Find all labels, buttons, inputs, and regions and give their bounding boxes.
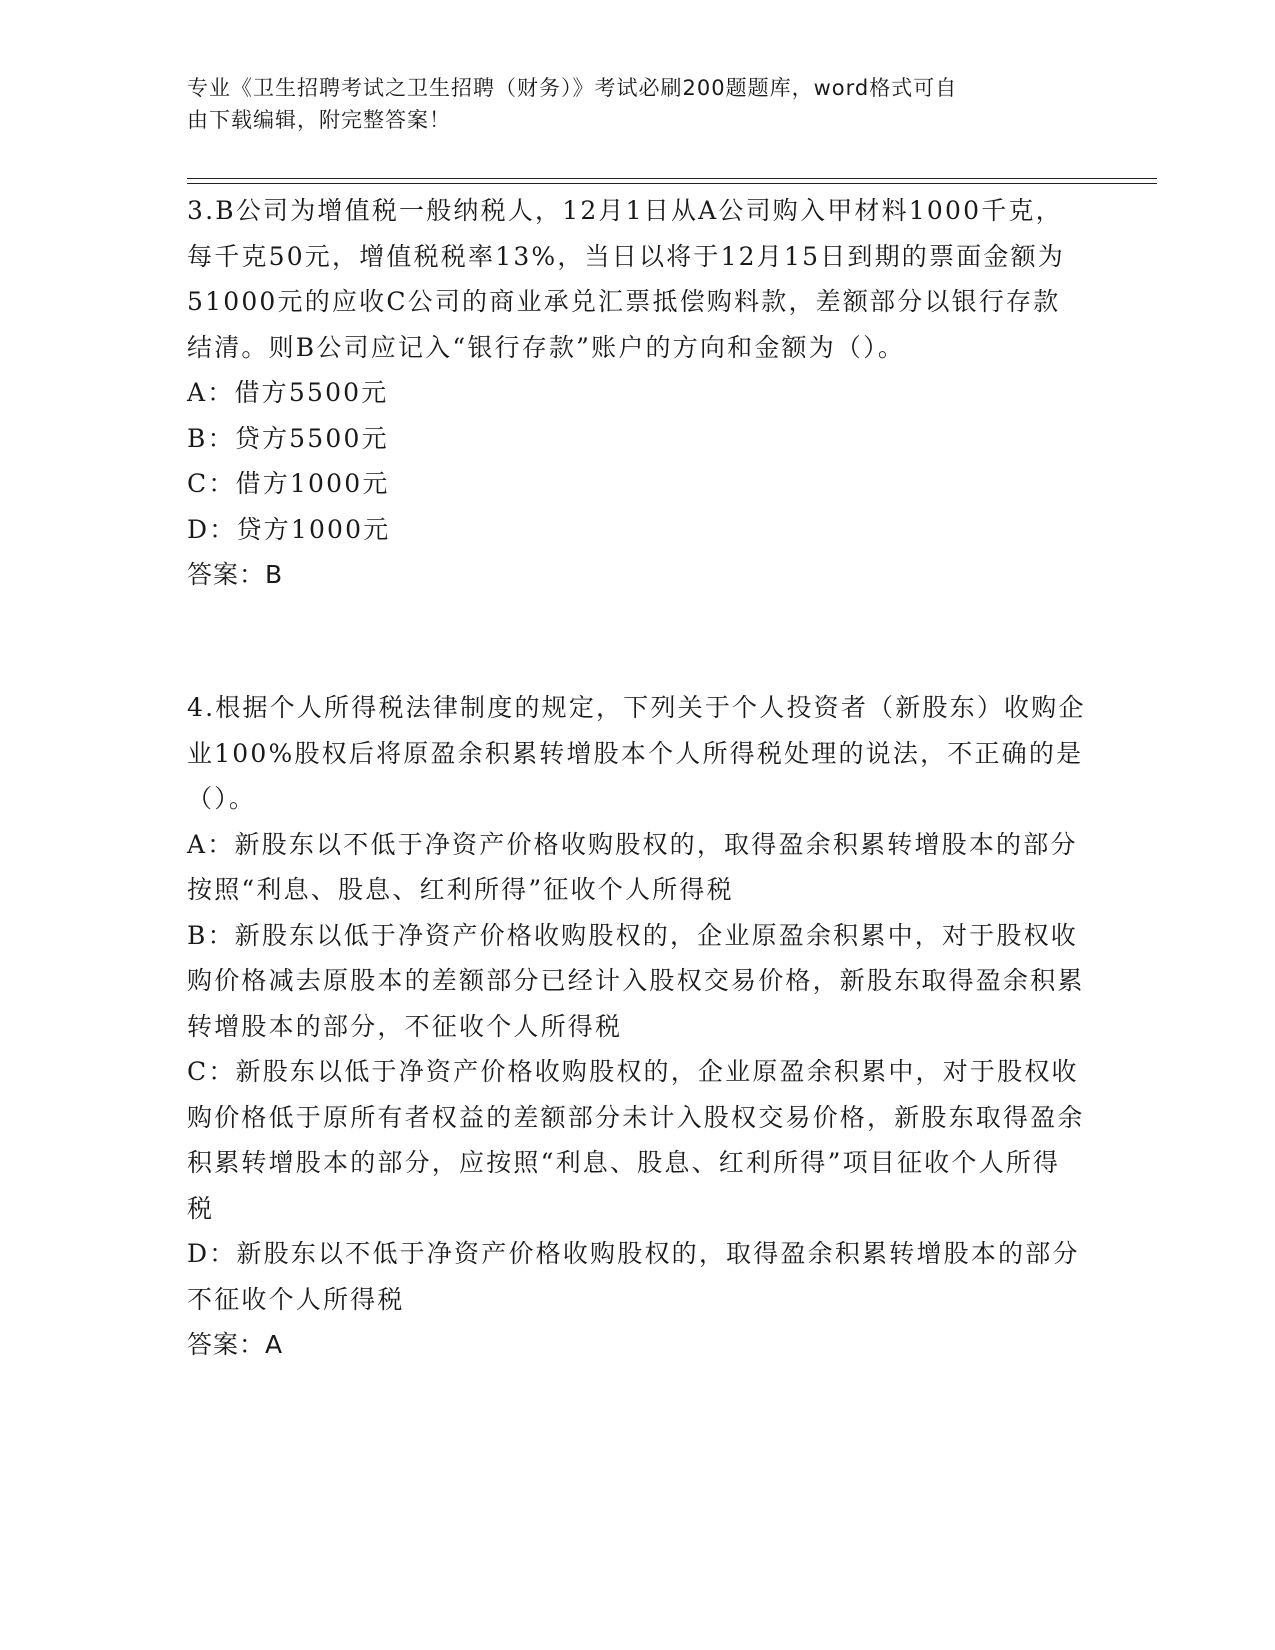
- answer: 答案：A: [187, 1330, 284, 1359]
- header-divider-top: [187, 178, 1157, 179]
- question-stem: 4.根据个人所得税法律制度的规定，下列关于个人投资者（新股东）收购企业100%股权后将原盈余积累转增股本个人所得税处理的说法，不正确的是（）。: [187, 693, 1086, 813]
- option-a: A：借方5500元: [187, 378, 389, 407]
- header-line-2: 由下载编辑，附完整答案！: [187, 108, 451, 132]
- option-d: D：贷方1000元: [187, 514, 391, 544]
- header-line-1: 专业《卫生招聘考试之卫生招聘（财务）》考试必刷200题题库，word格式可自: [187, 76, 958, 100]
- question-stem: 3.B公司为增值税一般纳税人，12月1日从A公司购入甲材料1000千克，每千克50元，增值税税率13%，当日以将于12月15日到期的票面金额为51000元的应收C公司的商业承兑汇票抵偿购料款，差额部分以银行存款结清。则B公司应记入“银行存款”账户的方向和金额为（）。: [187, 196, 1066, 362]
- document-header: [187, 72, 1067, 136]
- option-c: C：新股东以低于净资产价格收购股权的，企业原盈余积累中，对于股权收购价格低于原所有者权益的差额部分未计入股权交易价格，新股东取得盈余积累转增股本的部分，应按照“利息、股息、红利所得”项目征收个人所得税: [187, 1057, 1085, 1223]
- option-d: D：新股东以不低于净资产价格收购股权的，取得盈余积累转增股本的部分不征收个人所得税: [187, 1239, 1080, 1314]
- option-b: B：贷方5500元: [187, 423, 389, 453]
- option-c: C：借方1000元: [187, 469, 390, 498]
- option-a: A：新股东以不低于净资产价格收购股权的，取得盈余积累转增股本的部分按照“利息、股息、红利所得”征收个人所得税: [187, 829, 1078, 904]
- question-4: [187, 685, 1087, 1368]
- question-3: [187, 188, 1087, 598]
- answer: 答案：B: [187, 560, 284, 589]
- header-divider-bottom: [187, 183, 1157, 184]
- option-b: B：新股东以低于净资产价格收购股权的，企业原盈余积累中，对于股权收购价格减去原股本的差额部分已经计入股权交易价格，新股东取得盈余积累转增股本的部分，不征收个人所得税: [187, 920, 1085, 1041]
